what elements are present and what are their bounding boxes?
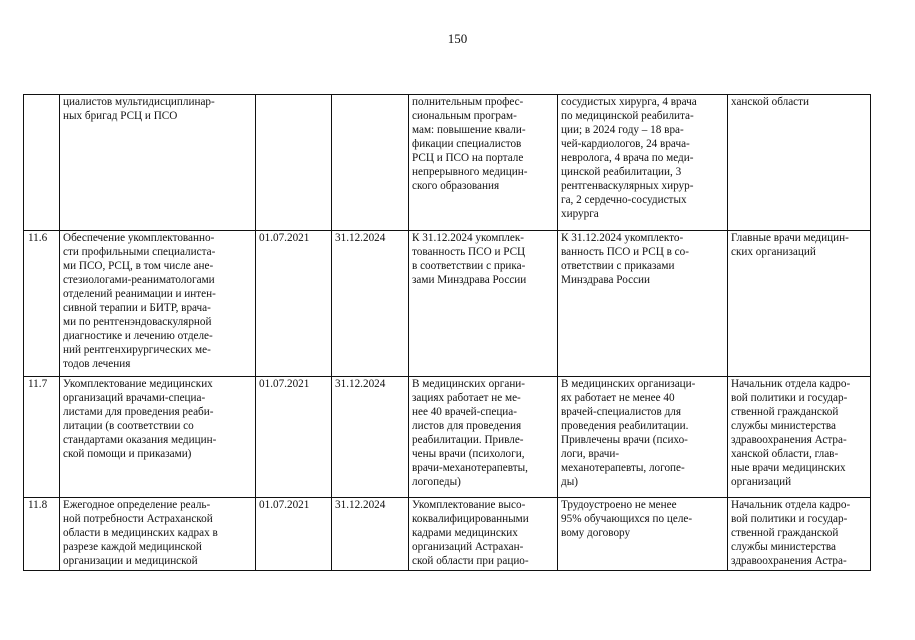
table-row [24,231,871,377]
indicator: В медицинских организаци- ях работает не менее 40 врачей-специалистов для проведения реабилитации. Привлечены врачи (психо- логи, врачи- механотерапевты, логопе- ды) [558,377,728,498]
row-number: 11.7 [24,377,60,498]
start-date: 01.07.2021 [256,498,332,571]
end-date [332,95,409,231]
expected-result: Укомплектование высо- коквалифицированными кадрами медицинских организаций Астрахан- ской области при рацио- [409,498,558,571]
responsible: Начальник отдела кадро- вой политики и государ- ственной гражданской службы министерства здравоохранения Астра- ханской области, глав- ные врачи медицинских организаций [728,377,871,498]
expected-result: В медицинских органи- зациях работает не ме- нее 40 врачей-специа- листов для проведения реабилитации. Привле- чены врачи (психологи, врачи-механотерапевты, логопеды) [409,377,558,498]
responsible: Начальник отдела кадро- вой политики и государ- ственной гражданской службы министерства здравоохранения Астра- [728,498,871,571]
row-number: 11.8 [24,498,60,571]
responsible: ханской области [728,95,871,231]
measures-table [23,94,871,571]
measure-name: Укомплектование медицинских организаций врачами-специа- листами для проведения реаби- литации (в соответствии со стандартами оказания медицин- ской помощи и приказами) [60,377,256,498]
measure-name: Обеспечение укомплектованно- сти профильными специалиста- ми ПСО, РСЦ, в том числе ане- стезиологами-реаниматологами отделений реанимации и интен- сивной терапии и БИТР, врача- ми по рентгенэндоваскулярной диагностике и лечению отделе- ний рентгенхирургических ме- тодов лечения [60,231,256,377]
table-row [24,95,871,231]
page-number: 150 [447,31,468,46]
table-row [24,377,871,498]
indicator: сосудистых хирурга, 4 врача по медицинской реабилита- ции; в 2024 году – 18 вра- чей-кардиологов, 24 врача- невролога, 4 врача по меди- цинской реабилитации, 3 рентгенваскулярных хирур- га, 2 сердечно-сосудистых хирурга [558,95,728,231]
start-date: 01.07.2021 [256,231,332,377]
start-date [256,95,332,231]
indicator: К 31.12.2024 укомплекто- ванность ПСО и РСЦ в со- ответствии с приказами Минздрава России [558,231,728,377]
row-number: 11.6 [24,231,60,377]
expected-result: К 31.12.2024 укомплек- тованность ПСО и РСЦ в соответствии с прика- зами Минздрава России [409,231,558,377]
end-date: 31.12.2024 [332,231,409,377]
row-number [24,95,60,231]
responsible: Главные врачи медицин- ских организаций [728,231,871,377]
start-date: 01.07.2021 [256,377,332,498]
indicator: Трудоустроено не менее 95% обучающихся по целе- вому договору [558,498,728,571]
measure-name: циалистов мультидисциплинар- ных бригад РСЦ и ПСО [60,95,256,231]
end-date: 31.12.2024 [332,377,409,498]
expected-result: полнительным профес- сиональным програм- мам: повышение квали- фикации специалистов РСЦ и ПСО на портале непрерывного медицин- ского образования [409,95,558,231]
measure-name: Ежегодное определение реаль- ной потребности Астраханской области в медицинских кадрах в разрезе каждой медицинской организации и медицинской [60,498,256,571]
table-row [24,498,871,571]
end-date: 31.12.2024 [332,498,409,571]
